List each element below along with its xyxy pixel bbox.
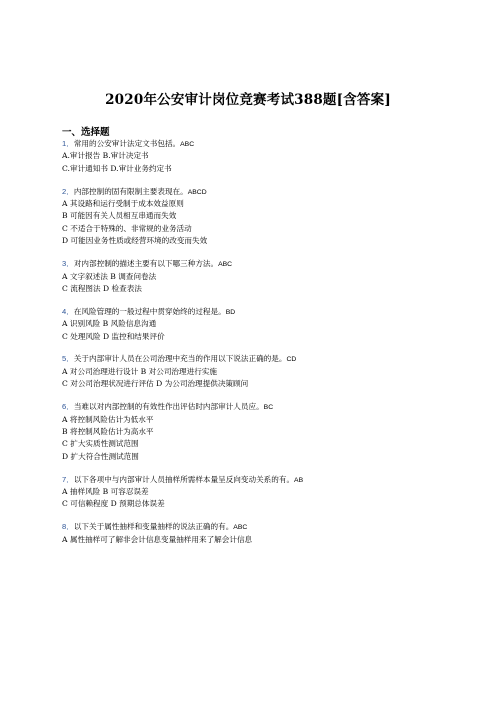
option-line: D 扩大符合性测试范围 [62, 451, 139, 461]
answer-key: ABC [180, 141, 195, 148]
question-stem [62, 186, 462, 198]
option-line: C 扩大实质性测试范围 [62, 439, 139, 449]
question-stem [62, 138, 462, 150]
question-number: 6． [62, 402, 74, 412]
question-number: 7． [62, 474, 74, 484]
answer-key: BD [225, 308, 236, 316]
question-text: 当难以对内部控制的有效性作出评估时内部审计人员应。 [73, 402, 264, 412]
document-title: 2020年公安审计岗位竞赛考试388题[含答案] [105, 92, 391, 108]
question-stem [62, 353, 462, 365]
option-line: C 对公司治理状况进行评估 D 为公司治理提供决策顾问 [62, 379, 249, 389]
question-stem [62, 258, 462, 270]
question-text: 在风险管理的一般过程中贯穿始终的过程是。 [73, 306, 226, 316]
question-item [62, 401, 462, 463]
question-text: 内部控制的固有限制主要表现在。 [73, 186, 188, 196]
section-heading: 一、选择题 [62, 127, 110, 138]
question-text: 常用的公安审计法定文书包括。 [73, 139, 181, 148]
option-line: A 识别风险 B 风险信息沟通 [62, 319, 157, 329]
option-line: A 其设路和运行受制于成本效益原则 [62, 199, 184, 209]
option-line: C 处理风险 D 监控和结果评价 [62, 331, 165, 341]
question-stem [62, 401, 462, 413]
question-number: 4． [62, 306, 74, 316]
option-line: C 可信赖程度 D 预期总体误差 [62, 499, 165, 509]
option-line: D 可能因业务性质或经营环境的改变而失效 [62, 236, 208, 246]
option-line: A 将控制风险估计为低水平 [62, 414, 154, 424]
question-stem [62, 521, 462, 533]
question-item [62, 353, 462, 390]
question-number: 8． [62, 522, 74, 532]
answer-key: ABCD [187, 188, 207, 196]
question-item [62, 521, 462, 546]
option-line: A 抽样风险 B 可容忍误差 [62, 486, 149, 496]
question-text: 关于内部审计人员在公司治理中充当的作用以下说法正确的是。 [73, 354, 287, 364]
answer-key: CD [286, 356, 297, 364]
question-number: 1． [62, 139, 74, 148]
question-number: 3． [62, 259, 74, 269]
question-text: 对内部控制的描述主要有以下哪三种方法。 [73, 259, 219, 269]
answer-key: ABC [233, 524, 248, 532]
option-line: A 文字叙述法 B 调查问卷法 [62, 271, 157, 281]
answer-key: AB [294, 476, 304, 484]
question-list [62, 138, 462, 557]
option-line: A 属性抽样可了解非会计信息变量抽样用来了解会计信息 [62, 534, 253, 544]
option-line: C 流程图法 D 检查表法 [62, 283, 142, 293]
option-line: A 对公司治理进行设计 B 对公司治理进行实施 [62, 366, 217, 376]
question-item [62, 258, 462, 295]
option-line: A.审计报告 B.审计决定书 [62, 151, 149, 161]
question-number: 5． [62, 354, 74, 364]
answer-key: ABC [218, 261, 233, 269]
option-line: B 可能因有关人员相互串通而失效 [62, 211, 177, 221]
question-text: 以下关于属性抽样和变量抽样的说法正确的有。 [73, 522, 234, 532]
option-line: C.审计通知书 D.审计业务约定书 [62, 163, 172, 173]
question-item [62, 138, 462, 175]
option-line: C 不适合于特殊的、非常规的业务活动 [62, 223, 192, 233]
option-line: B 将控制风险估计为高水平 [62, 426, 154, 436]
question-number: 2． [62, 186, 74, 196]
question-item [62, 306, 462, 343]
question-item [62, 186, 462, 248]
question-stem [62, 306, 462, 318]
question-item [62, 474, 462, 511]
answer-key: BC [263, 404, 274, 412]
question-text: 以下各项中与内部审计人员抽样所需样本量呈反向变动关系的有。 [73, 474, 295, 484]
question-stem [62, 474, 462, 486]
